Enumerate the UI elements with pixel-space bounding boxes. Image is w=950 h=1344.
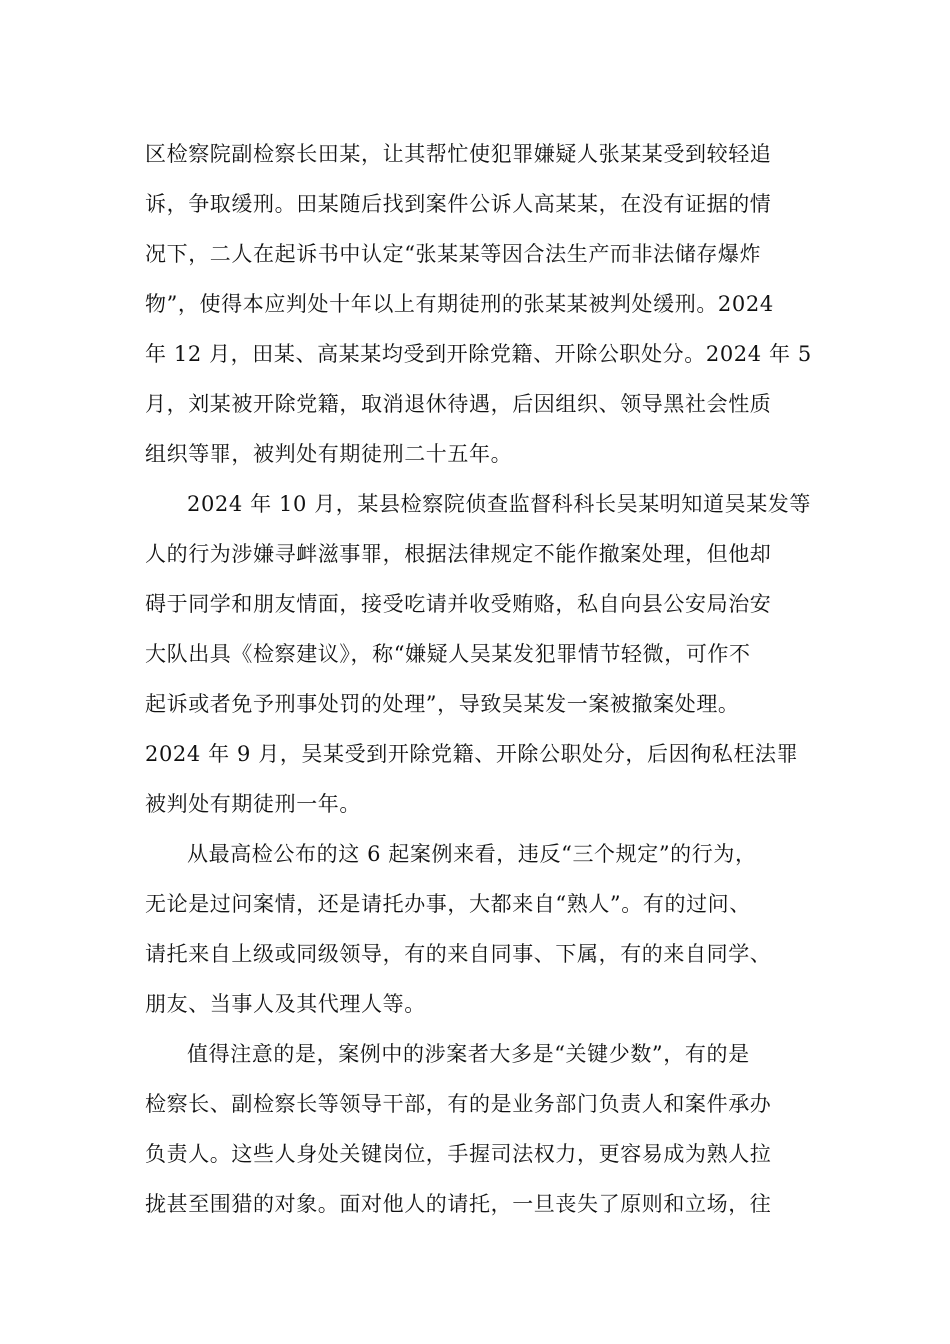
- text-line: 碍于同学和朋友情面，接受吃请并收受贿赂，私自向县公安局治安: [145, 592, 772, 616]
- text-line: 诉，争取缓刑。田某随后找到案件公诉人高某某，在没有证据的情: [145, 192, 772, 216]
- paragraph-first-line: 2024 年 10 月，某县检察院侦查监督科科长吴某明知道吴某发等: [187, 492, 811, 516]
- text-line: 负责人。这些人身处关键岗位，手握司法权力，更容易成为熟人拉: [145, 1142, 772, 1166]
- text-line: 起诉或者免予刑事处罚的处理”，导致吴某发一案被撤案处理。: [145, 692, 740, 716]
- text-line: 物”，使得本应判处十年以上有期徒刑的张某某被判处缓刑。2024: [145, 292, 774, 316]
- text-line: 无论是过问案情，还是请托办事，大都来自“熟人”。有的过问、: [145, 892, 751, 916]
- text-line: 拢甚至围猎的对象。面对他人的请托，一旦丧失了原则和立场，往: [145, 1192, 772, 1216]
- paragraph-first-line: 值得注意的是，案例中的涉案者大多是“关键少数”，有的是: [187, 1042, 750, 1066]
- paragraph-first-line: 从最高检公布的这 6 起案例来看，违反“三个规定”的行为，: [187, 842, 757, 866]
- text-line: 请托来自上级或同级领导，有的来自同事、下属，有的来自同学、: [145, 942, 772, 966]
- text-line: 区检察院副检察长田某，让其帮忙使犯罪嫌疑人张某某受到较轻追: [145, 142, 772, 166]
- text-line: 朋友、当事人及其代理人等。: [145, 992, 426, 1016]
- text-line: 月，刘某被开除党籍，取消退休待遇，后因组织、领导黑社会性质: [145, 392, 772, 416]
- text-line: 检察长、副检察长等领导干部，有的是业务部门负责人和案件承办: [145, 1092, 772, 1116]
- text-line: 况下，二人在起诉书中认定“张某某等因合法生产而非法储存爆炸: [145, 242, 762, 266]
- text-line: 2024 年 9 月，吴某受到开除党籍、开除公职处分，后因徇私枉法罪: [145, 742, 799, 766]
- text-line: 大队出具《检察建议》，称“嫌疑人吴某发犯罪情节轻微，可作不: [145, 642, 751, 666]
- text-line: 被判处有期徒刑一年。: [145, 792, 361, 816]
- text-line: 组织等罪，被判处有期徒刑二十五年。: [145, 442, 513, 466]
- text-line: 年 12 月，田某、高某某均受到开除党籍、开除公职处分。2024 年 5: [145, 342, 812, 366]
- text-line: 人的行为涉嫌寻衅滋事罪，根据法律规定不能作撤案处理，但他却: [145, 542, 772, 566]
